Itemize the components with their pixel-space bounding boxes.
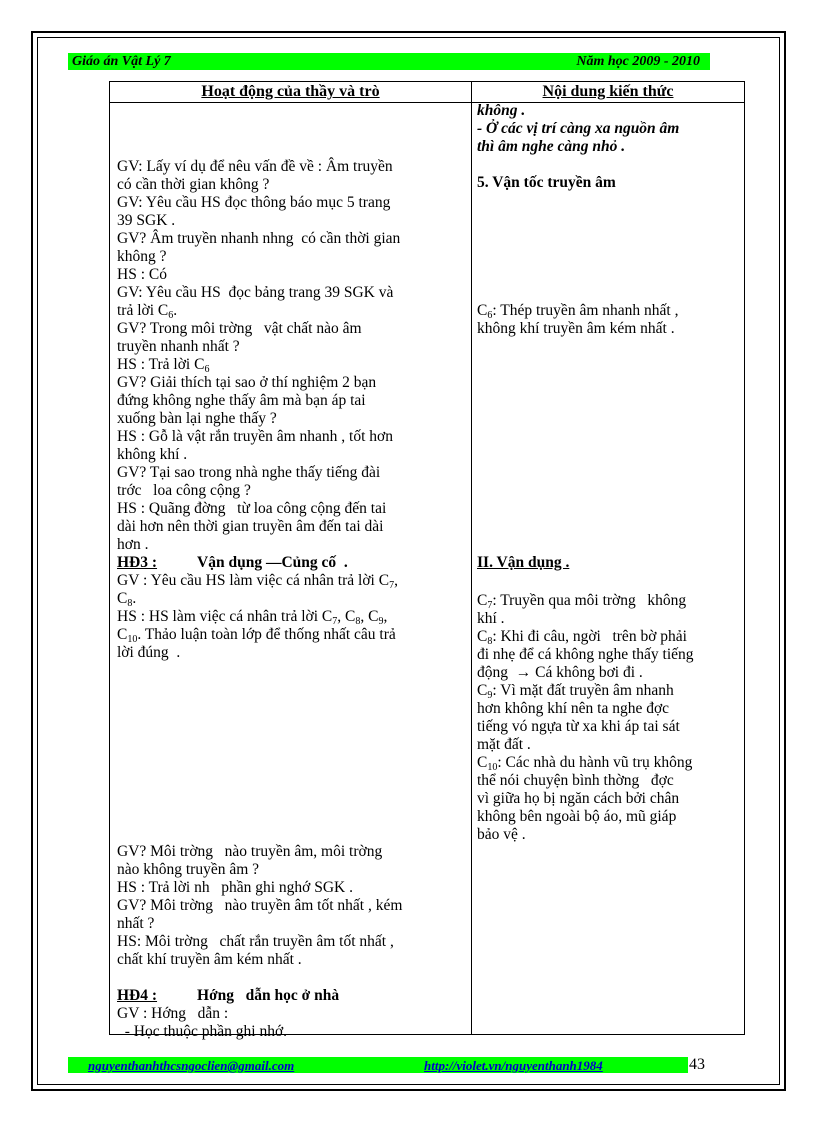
- left-line: có cần thời gian không ?: [117, 176, 270, 193]
- left-line: HS : Trả lời nh phần ghi nghớ SGK .: [117, 879, 354, 896]
- left-line: HS : Gỗ là vật rắn truyền âm nhanh , tốt hơn: [117, 428, 393, 445]
- right-line: động → Cá không bơi đi .: [477, 664, 643, 681]
- activity-4-heading: HĐ4 : Hớng dẫn học ở nhà: [117, 987, 340, 1004]
- header-year: Năm học 2009 - 2010: [576, 54, 700, 69]
- right-line: không khí truyền âm kém nhất .: [477, 320, 675, 337]
- left-line: HS : Trả lời $C_6$: [117, 356, 210, 375]
- section-5-heading: 5. Vận tốc truyền âm: [477, 174, 616, 191]
- right-line: khí .: [477, 610, 505, 627]
- right-line: tiếng vó ngựa từ xa khi áp tai sát: [477, 718, 680, 735]
- right-line: bảo vệ .: [477, 826, 526, 843]
- arrow-right-icon: →: [515, 664, 532, 681]
- right-line: không bên ngoài bộ áo, mũ giáp: [477, 808, 677, 825]
- left-line: GV : Yêu cầu HS làm việc cá nhân trả lời $C_7$,: [117, 572, 398, 591]
- left-line: $C_8$.: [117, 590, 137, 609]
- left-line: HS : HS làm việc cá nhân trả lời $C_7$, $C_8$, $C_9$,: [117, 608, 388, 627]
- left-line: HS : Có: [117, 266, 167, 283]
- left-line: đứng không nghe thấy âm mà bạn áp tai: [117, 392, 366, 409]
- left-line: $C_{10}$. Thảo luận toàn lớp để thống nhất câu trả: [117, 626, 396, 645]
- left-line: 39 SGK .: [117, 212, 176, 229]
- right-line: $C_{10}$: Các nhà du hành vũ trụ không: [477, 754, 693, 773]
- left-line: GV? Trong môi trờng vật chất nào âm: [117, 320, 362, 337]
- right-line: hơn không khí nên ta nghe đợc: [477, 700, 670, 717]
- page-number: 43: [689, 1056, 705, 1073]
- left-line: chất khí truyền âm kém nhất .: [117, 951, 302, 968]
- right-line: mặt đất .: [477, 736, 531, 753]
- left-line: HS: Môi trờng chất rắn truyền âm tốt nhất ,: [117, 933, 394, 950]
- header-subject: Giáo án Vật Lý 7: [72, 54, 171, 69]
- right-line: thì âm nghe càng nhỏ .: [477, 138, 626, 155]
- left-line: nào không truyền âm ?: [117, 861, 260, 878]
- table-header-row: [110, 82, 744, 103]
- left-line: GV? Môi trờng nào truyền âm tốt nhất , kém: [117, 897, 403, 914]
- column-divider: [471, 82, 472, 1034]
- left-line: dài hơn nên thời gian truyền âm đến tai dài: [117, 518, 384, 535]
- left-line: nhất ?: [117, 915, 155, 932]
- right-line: $C_9$: Vì mặt đất truyền âm nhanh: [477, 682, 674, 701]
- left-line: GV? Giải thích tại sao ở thí nghiệm 2 bạn: [117, 374, 377, 391]
- left-line: xuống bàn lại nghe thấy ?: [117, 410, 277, 427]
- left-line: GV? Tại sao trong nhà nghe thấy tiếng đài: [117, 464, 381, 481]
- left-line: HS : Quãng đờng từ loa công cộng đến tai: [117, 500, 387, 517]
- left-line: GV? Âm truyền nhanh nhng có cần thời gian: [117, 230, 401, 247]
- header-bar: [68, 53, 710, 70]
- right-line: $C_8$: Khi đi câu, ngời trên bờ phải: [477, 628, 687, 647]
- left-line: GV? Môi trờng nào truyền âm, môi trờng: [117, 843, 383, 860]
- left-line: GV : Hớng dẫn :: [117, 1005, 229, 1022]
- right-line: $C_6$: Thép truyền âm nhanh nhất ,: [477, 302, 679, 321]
- left-line: truyền nhanh nhất ?: [117, 338, 240, 355]
- left-line: trớc loa công cộng ?: [117, 482, 251, 499]
- left-line: trả lời $C_6$.: [117, 302, 178, 321]
- footer-website-link[interactable]: http://violet.vn/nguyenthanh1984: [424, 1058, 603, 1073]
- right-line: thể nói chuyện bình thờng đợc: [477, 772, 674, 789]
- left-line: GV: Yêu cầu HS đọc thông báo mục 5 trang: [117, 194, 391, 211]
- right-line: - Ở các vị trí càng xa nguồn âm: [477, 120, 680, 137]
- activity-3-heading: HĐ3 : Vận dụng —Củng cố .: [117, 554, 348, 571]
- left-line: GV: Lấy ví dụ để nêu vấn đề về : Âm truyền: [117, 158, 393, 175]
- right-line: vì giữa họ bị ngăn cách bởi chân: [477, 790, 680, 807]
- right-line: đi nhẹ để cá không nghe thấy tiếng: [477, 646, 694, 663]
- footer-email-link[interactable]: nguyenthanhthcsngoclien@gmail.com: [88, 1058, 295, 1073]
- column-title-content: Nội dung kiến thức: [542, 83, 674, 100]
- left-line: hơn .: [117, 536, 149, 553]
- column-title-activities: Hoạt động của thầy và trò: [201, 83, 380, 100]
- right-line: $C_7$: Truyền qua môi trờng không: [477, 592, 687, 611]
- left-line: không ?: [117, 248, 167, 265]
- section-2-heading: II. Vận dụng .: [477, 554, 570, 571]
- right-line: không .: [477, 102, 526, 119]
- left-line: lời đúng .: [117, 644, 181, 661]
- left-line: - Học thuộc phần ghi nhớ.: [117, 1023, 288, 1040]
- left-line: không khí .: [117, 446, 188, 463]
- left-line: GV: Yêu cầu HS đọc bảng trang 39 SGK và: [117, 284, 394, 301]
